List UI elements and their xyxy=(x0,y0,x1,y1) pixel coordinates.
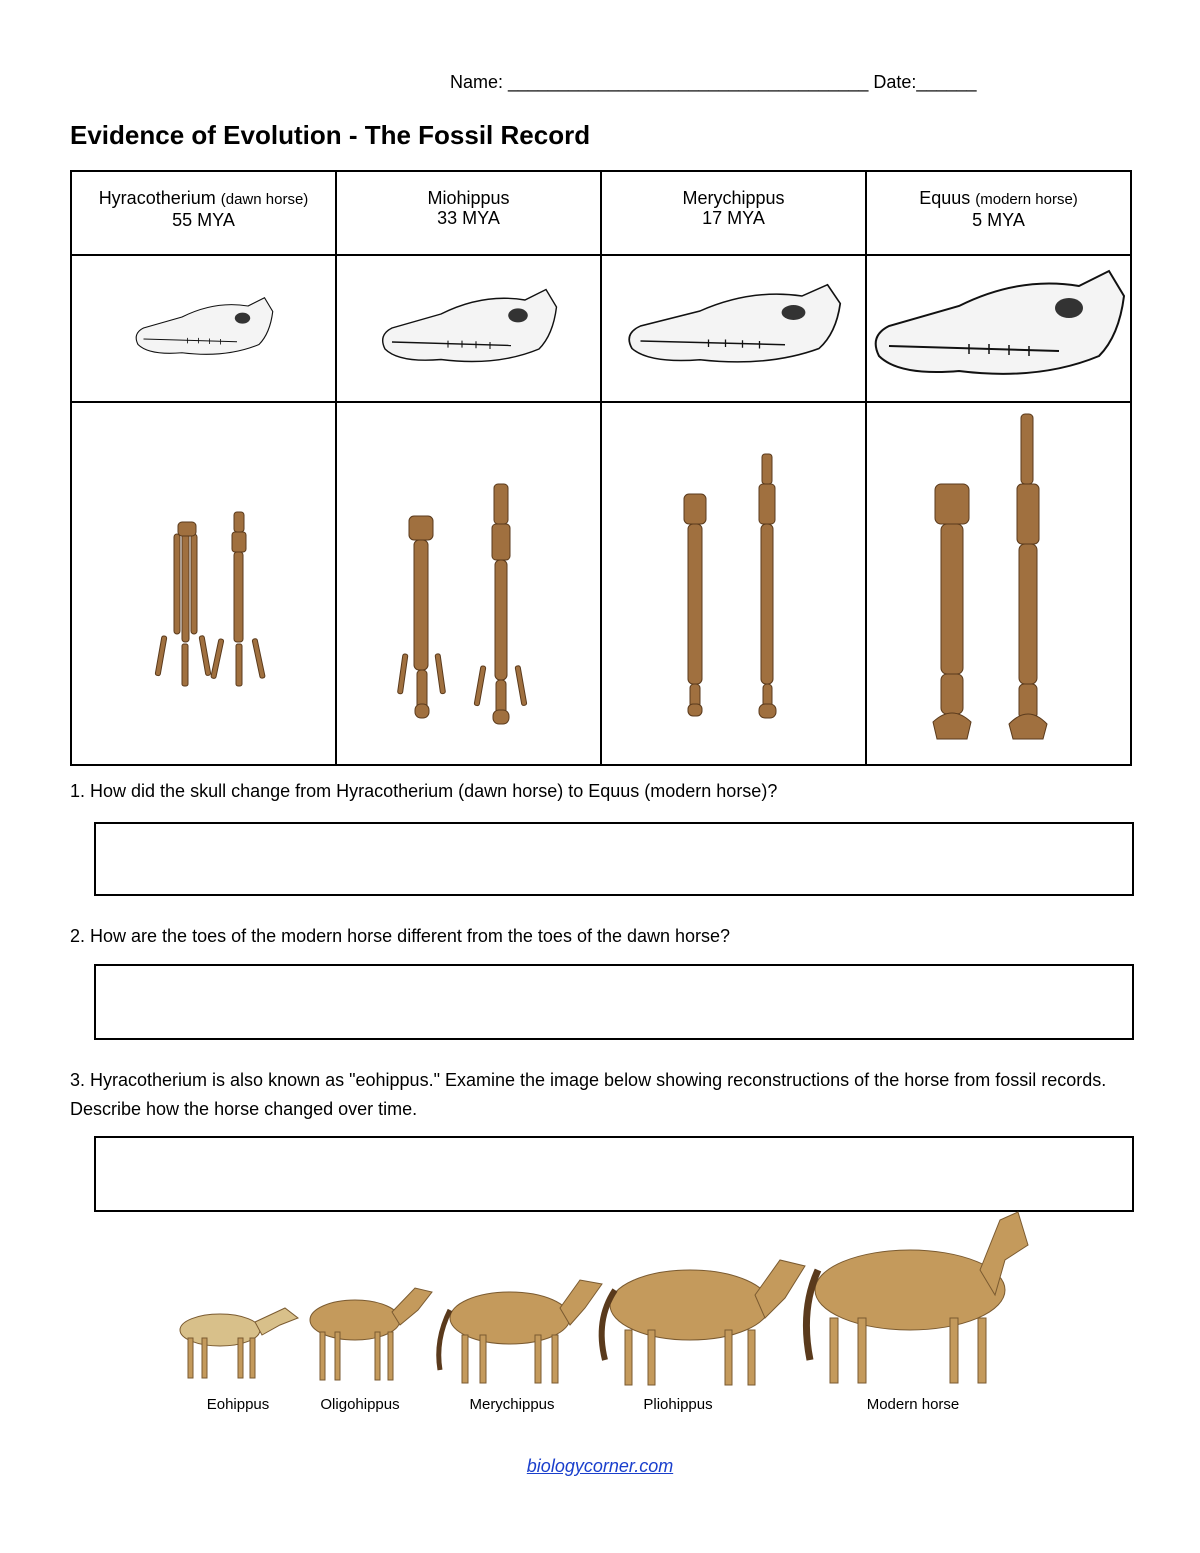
question-1: 1. How did the skull change from Hyracotherium (dawn horse) to Equus (modern horse)? xyxy=(70,781,778,801)
foot-bones-image xyxy=(339,404,599,759)
skull-image xyxy=(339,256,599,396)
horse-caption-row xyxy=(0,1396,1200,1416)
skull-image xyxy=(869,256,1129,396)
skull-cell xyxy=(866,255,1131,402)
species-name: Hyracotherium xyxy=(98,188,216,208)
skull-cell xyxy=(601,255,866,402)
pliohippus-figure xyxy=(602,1260,805,1385)
species-name: Equus xyxy=(919,188,971,208)
horse-evolution-image xyxy=(170,1200,1040,1390)
caption-oligohippus: Oligohippus xyxy=(320,1396,400,1413)
foot-bones-image xyxy=(74,404,334,759)
foot-bone-cell xyxy=(71,402,336,765)
foot-bones-image xyxy=(604,404,864,759)
skull-image xyxy=(74,256,334,396)
fossil-table xyxy=(70,170,1132,766)
name-date-line: Name: ____________________________________ Date:______ xyxy=(450,72,977,92)
species-mya: 17 MYA xyxy=(702,208,765,228)
eohippus-figure xyxy=(180,1308,298,1378)
foot-bone-cell xyxy=(866,402,1131,765)
species-note: (modern horse) xyxy=(975,191,1078,208)
footer-link[interactable]: biologycorner.com xyxy=(526,1456,674,1476)
skull-cell xyxy=(336,255,601,402)
foot-bones-image xyxy=(869,404,1129,759)
foot-bone-cell xyxy=(336,402,601,765)
question-2: 2. How are the toes of the modern horse different from the toes of the dawn horse? xyxy=(70,926,731,946)
caption-merychippus: Merychippus xyxy=(469,1396,555,1413)
species-mya: 5 MYA xyxy=(972,210,1025,230)
caption-pliohippus: Pliohippus xyxy=(643,1396,713,1413)
col-header-equus xyxy=(866,171,1131,255)
modern-horse-figure xyxy=(806,1212,1028,1383)
caption-modern-horse: Modern horse xyxy=(866,1396,960,1413)
species-name: Merychippus xyxy=(682,188,785,208)
question-3: 3. Hyracotherium is also known as "eohippus." Examine the image below showing reconstructions of the horse from fossil records. Describe how the horse changed over time. xyxy=(70,1070,1107,1119)
answer-box-1[interactable] xyxy=(94,822,1134,896)
merychippus-figure xyxy=(439,1280,602,1383)
col-header-miohippus xyxy=(336,171,601,255)
answer-box-2[interactable] xyxy=(94,964,1134,1040)
page-title: Evidence of Evolution - The Fossil Record xyxy=(70,120,591,150)
oligohippus-figure xyxy=(310,1288,432,1380)
species-name: Miohippus xyxy=(427,188,510,208)
skull-image xyxy=(604,256,864,396)
col-header-merychippus xyxy=(601,171,866,255)
species-mya: 55 MYA xyxy=(172,210,235,230)
species-mya: 33 MYA xyxy=(437,208,500,228)
skull-cell xyxy=(71,255,336,402)
species-note: (dawn horse) xyxy=(220,191,309,208)
foot-bone-cell xyxy=(601,402,866,765)
col-header-hyracotherium xyxy=(71,171,336,255)
caption-eohippus: Eohippus xyxy=(206,1396,270,1413)
